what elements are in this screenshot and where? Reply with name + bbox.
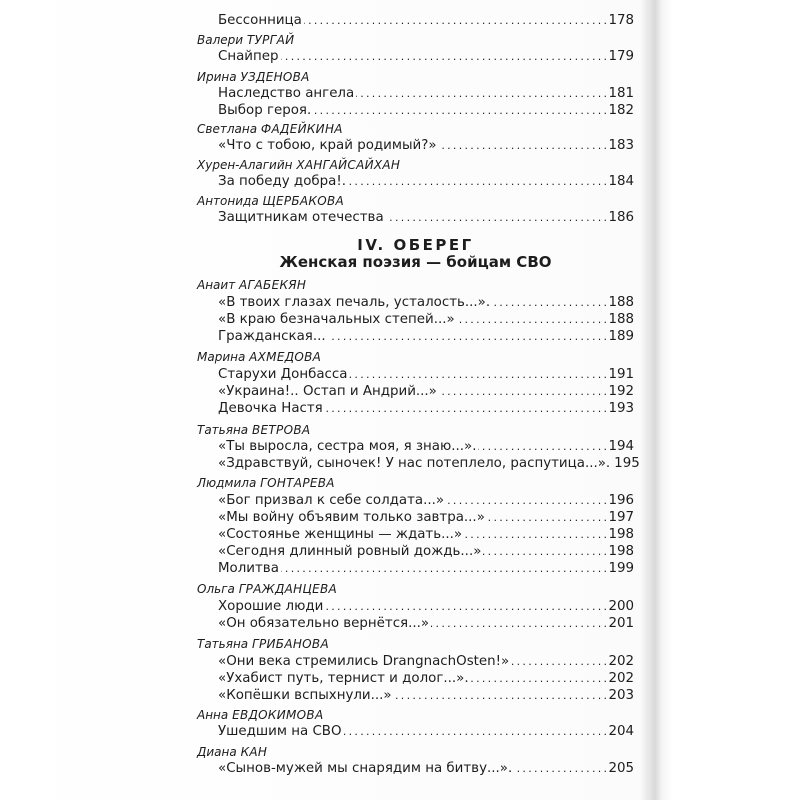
page-number: 193	[608, 401, 634, 416]
author-first-name: Светлана	[197, 122, 258, 136]
section-heading: IV. ОБЕРЕГ	[357, 236, 474, 254]
toc-entry	[218, 102, 634, 120]
entry-title: Защитникам отечества	[218, 210, 384, 225]
page-number: 186	[608, 210, 634, 225]
author-name	[197, 192, 634, 210]
author-first-name: Марина	[197, 350, 246, 364]
entry-title: «Бог призвал к себе солдата...»	[218, 493, 445, 508]
entry-title: «Сынов-мужей мы снарядим на битву...».	[218, 761, 513, 776]
dot-leader	[492, 294, 606, 312]
entry-title: «Копёшки вспыхнули...»	[218, 688, 392, 703]
dot-leader	[344, 723, 607, 741]
author-surname: ЕВДОКИМОВА	[232, 708, 324, 722]
toc-entry	[218, 12, 634, 30]
toc-entry	[218, 311, 634, 329]
entry-title: Выбор героя.	[218, 103, 312, 118]
entry-title: «Что с тобою, край родимый?»	[218, 138, 437, 153]
page-number: 182	[608, 103, 634, 118]
toc-entry	[218, 438, 634, 456]
author-name	[197, 31, 634, 49]
dot-leader	[471, 670, 607, 688]
entry-title: Наследство ангела	[218, 86, 355, 101]
page-number: 191	[608, 367, 634, 382]
toc-entry	[218, 209, 634, 227]
dot-leader	[349, 366, 606, 384]
dot-leader	[446, 492, 606, 510]
toc-entry	[218, 400, 634, 418]
author-surname: ГОНТАРЕВА	[260, 476, 335, 490]
entry-title: «В твоих глазах печаль, усталость...».	[218, 295, 491, 310]
author-first-name: Татьяна	[197, 423, 249, 437]
toc-entry	[218, 173, 634, 191]
page-number: 198	[608, 544, 634, 559]
entry-title: Старухи Донбасса	[218, 367, 348, 382]
dot-leader	[514, 760, 606, 778]
page-number: 194	[608, 439, 634, 454]
author-name	[197, 156, 634, 174]
dot-leader	[348, 173, 606, 191]
entry-title: Гражданская...	[218, 329, 326, 344]
author-name	[197, 706, 634, 724]
author-surname: УЗДЕНОВА	[240, 70, 310, 84]
toc-entry	[218, 723, 634, 741]
dot-leader	[281, 48, 607, 66]
page-number: 181	[608, 86, 634, 101]
toc-entry	[218, 492, 634, 510]
author-surname: КАН	[240, 745, 268, 759]
page-number: 199	[608, 561, 634, 576]
entry-title: «Здравствуй, сыночек! У нас потеплело, распутица...».	[218, 456, 611, 471]
author-first-name: Диана	[197, 745, 237, 759]
author-surname: ТУРГАЙ	[246, 33, 295, 47]
toc-entry	[218, 455, 640, 473]
page-number: 178	[608, 13, 634, 28]
author-first-name: Людмила	[197, 476, 257, 490]
entry-title: «Они века стремились DrangnachOsten!»	[218, 654, 510, 669]
dot-leader	[439, 137, 607, 155]
author-name	[197, 474, 634, 492]
dot-leader	[439, 383, 607, 401]
dot-leader	[325, 598, 606, 616]
toc-entry	[218, 48, 634, 66]
author-first-name: Ольга	[197, 582, 235, 596]
entry-title: «Сегодня длинный ровный дождь...»	[218, 544, 482, 559]
dot-leader	[431, 615, 606, 633]
page-number: 203	[608, 688, 634, 703]
author-surname: АГАБЕКЯН	[239, 278, 307, 292]
entry-title: Ушедшим на СВО	[218, 724, 342, 739]
toc-entry	[218, 509, 634, 527]
author-first-name: Валери	[197, 33, 244, 47]
entry-title: За победу добра!.	[218, 174, 346, 189]
page-number: 197	[608, 510, 634, 525]
page-number: 196	[608, 493, 634, 508]
toc-entry	[218, 615, 634, 633]
dot-leader	[313, 102, 606, 120]
entry-title: «Мы войну объявим только завтра...»	[218, 510, 485, 525]
page-number: 179	[608, 49, 634, 64]
toc-entry	[218, 526, 634, 544]
entry-title: Снайпер	[218, 49, 279, 64]
dot-leader	[483, 543, 606, 561]
dot-leader	[511, 653, 606, 671]
dot-leader	[356, 85, 606, 103]
page-number: 198	[608, 527, 634, 542]
author-name	[197, 743, 634, 761]
toc-entry	[218, 294, 634, 312]
toc-entry	[218, 653, 634, 671]
page-number: 195	[614, 456, 640, 471]
toc-entry	[218, 137, 634, 155]
page-number: 183	[608, 138, 634, 153]
page-number: 201	[608, 616, 634, 631]
author-first-name: Ирина	[197, 70, 237, 84]
entry-title: «Украина!.. Остап и Андрий...»	[218, 384, 437, 399]
dot-leader	[464, 526, 606, 544]
author-name	[197, 348, 634, 366]
author-surname: ВЕТРОВА	[252, 423, 311, 437]
dot-leader	[281, 560, 607, 578]
page-number: 202	[608, 671, 634, 686]
page-number: 189	[608, 329, 634, 344]
page-number: 200	[608, 599, 634, 614]
author-surname: ГРАЖДАНЦЕВА	[238, 582, 337, 596]
toc-entry	[218, 760, 634, 778]
entry-title: «Он обязательно вернётся...»	[218, 616, 430, 631]
toc-entry	[218, 543, 634, 561]
page-number: 192	[608, 384, 634, 399]
author-surname: ГРИБАНОВА	[252, 637, 329, 651]
toc-entry	[218, 560, 634, 578]
page-number: 202	[608, 654, 634, 669]
toc-entry	[218, 383, 634, 401]
dot-leader	[325, 400, 607, 418]
author-first-name: Татьяна	[197, 637, 249, 651]
entry-title: «Ухабист путь, тернист и долог...».	[218, 671, 469, 686]
toc-entry	[218, 670, 634, 688]
author-first-name: Анна	[197, 708, 229, 722]
dot-leader	[386, 209, 607, 227]
author-surname: ХАНГАЙСАЙХАН	[296, 158, 401, 172]
toc-entry	[218, 85, 634, 103]
author-name	[197, 120, 634, 138]
dot-leader	[487, 509, 607, 527]
entry-title: Молитва	[218, 561, 279, 576]
entry-title: Девочка Настя	[218, 401, 323, 416]
entry-title: Бессонница	[218, 13, 302, 28]
toc-entry	[218, 598, 634, 616]
page-number: 204	[608, 724, 634, 739]
entry-title: Хорошие люди	[218, 599, 324, 614]
author-first-name: Анаит	[197, 278, 236, 292]
dot-leader	[457, 311, 607, 329]
page-number: 188	[608, 312, 634, 327]
toc-entry	[218, 687, 634, 705]
author-first-name: Хурен-Алагийн	[197, 158, 293, 172]
entry-title: «Ты выросла, сестра моя, я знаю...».	[218, 439, 477, 454]
author-first-name: Антонида	[197, 194, 259, 208]
toc-entry	[218, 328, 634, 346]
page-number: 188	[608, 295, 634, 310]
author-name	[197, 276, 634, 294]
author-surname: ЩЕРБАКОВА	[262, 194, 345, 208]
author-name	[197, 421, 634, 439]
author-surname: АХМЕДОВА	[249, 350, 322, 364]
dot-leader	[328, 328, 607, 346]
entry-title: «В краю безначальных степей...»	[218, 312, 455, 327]
section-subheading: Женская поэзия — бойцам СВО	[279, 253, 552, 271]
toc-entry	[218, 366, 634, 384]
dot-leader	[478, 438, 606, 456]
page-number: 184	[608, 174, 634, 189]
dot-leader	[394, 687, 607, 705]
dot-leader	[304, 12, 607, 30]
page-number: 205	[608, 761, 634, 776]
author-name	[197, 580, 634, 598]
author-surname: ФАДЕЙКИНА	[260, 122, 343, 136]
author-name	[197, 635, 634, 653]
author-name	[197, 68, 634, 86]
entry-title: «Состоянье женщины — ждать...»	[218, 527, 463, 542]
